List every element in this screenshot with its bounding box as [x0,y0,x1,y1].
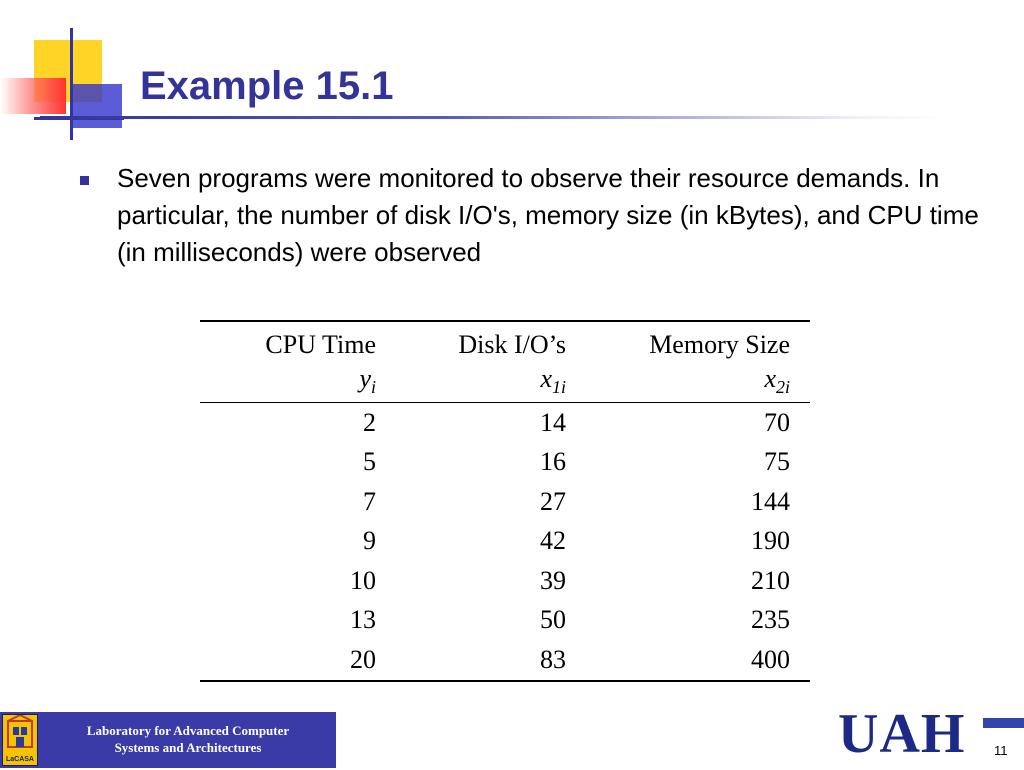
page-number: 11 [994,743,1008,758]
cell-disk: 42 [540,526,566,556]
table-row [200,640,810,681]
bullet-text: Seven programs were monitored to observe their resource demands. In particular, the number of disk I/O's, memory size (in kBytes), and CPU time (in milliseconds) were observed [117,163,979,267]
title-underline [40,116,940,119]
deco-red-block [0,78,66,114]
cell-mem: 210 [751,565,790,595]
deco-vertical-line [70,28,73,140]
data-table [200,320,810,682]
cell-mem: 144 [751,486,790,516]
footer-lab-line1: Laboratory for Advanced Computer [86,723,290,738]
cell-mem: 70 [764,407,790,437]
table-variable-row [200,360,810,403]
lacasa-logo-icon [2,714,38,766]
table-row [200,482,810,522]
table-row [200,561,810,601]
slide-title: Example 15.1 [140,64,394,108]
cell-cpu: 9 [363,526,376,556]
header-disk-io: Disk I/O’s [458,330,566,359]
header-memory-size: Memory Size [649,330,790,359]
lacasa-logo-text: LaCASA [5,756,35,763]
cell-mem: 235 [751,605,790,635]
cell-disk: 27 [540,486,566,516]
cell-disk: 14 [540,407,566,437]
cell-cpu: 5 [363,447,376,477]
deco-blue-square [72,84,122,128]
table-row [200,522,810,562]
uah-logo-bar [983,718,1024,728]
table-header-row [200,321,810,360]
cell-mem: 190 [751,526,790,556]
bullet-square-icon [80,176,89,185]
cell-mem: 75 [764,447,790,477]
cell-disk: 83 [540,644,566,674]
var-x1: $x_{1i}$ [540,363,566,398]
cell-disk: 50 [540,605,566,635]
cell-cpu: 2 [363,407,376,437]
table-row [200,601,810,641]
cell-cpu: 7 [363,486,376,516]
cell-cpu: 10 [350,565,376,595]
footer-lab-name [40,722,336,756]
var-y: $y_i$ [359,363,376,398]
var-x2: $x_{2i}$ [764,363,790,398]
cell-mem: 400 [751,644,790,674]
cell-cpu: 20 [350,644,376,674]
uah-logo: UAH [838,703,966,765]
cell-disk: 16 [540,447,566,477]
table-row [200,403,810,443]
cell-disk: 39 [540,565,566,595]
cell-cpu: 13 [350,605,376,635]
footer-lab-line2: Systems and Architectures [114,740,262,755]
header-cpu-time: CPU Time [265,330,376,359]
table-row [200,443,810,483]
